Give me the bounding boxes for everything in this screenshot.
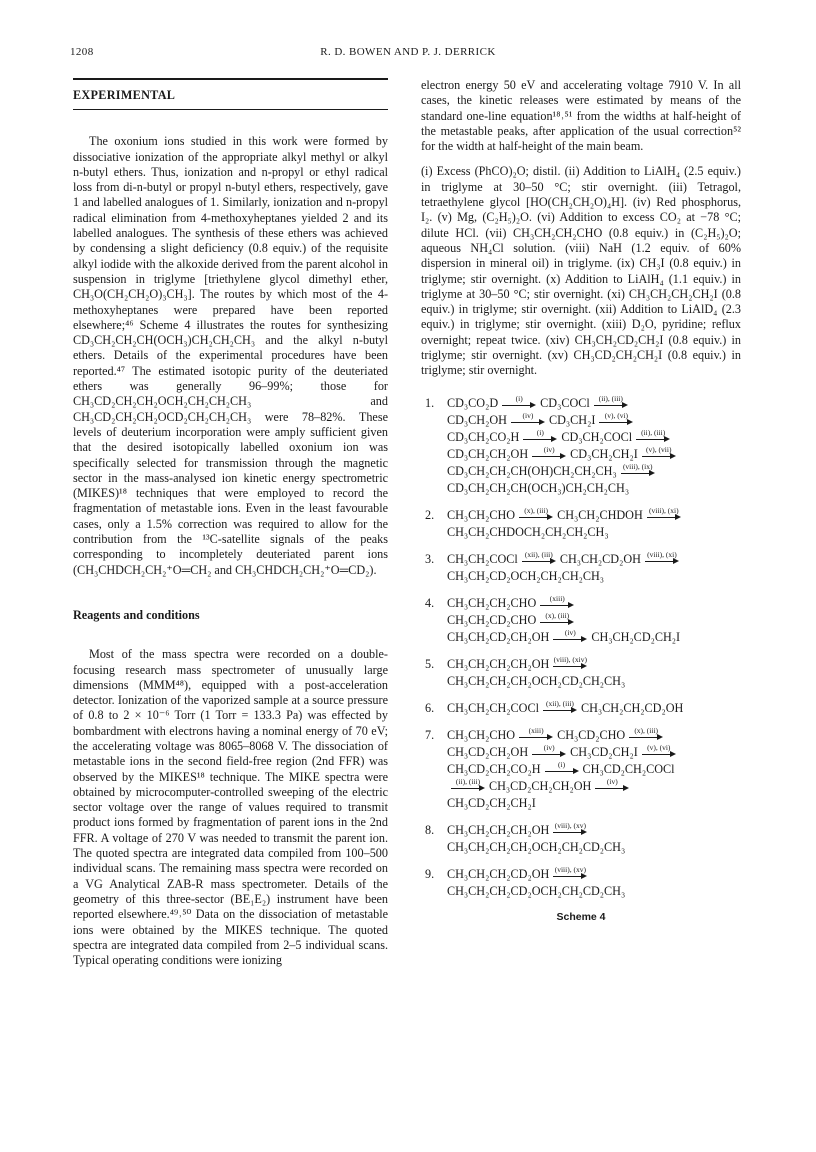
scheme-step-number: 4.: [425, 595, 435, 610]
scheme-step-number: 2.: [425, 507, 435, 522]
scheme-step: [421, 727, 741, 812]
compound-formula: CH₃CD₂CH₂OH: [447, 744, 529, 759]
compound-formula: CD₃CH₂OH: [447, 412, 507, 427]
reaction-arrow-icon: [594, 393, 628, 409]
compound-formula: CH₃CH₂CHDOCH₂CH₂CH₂CH₃: [447, 524, 609, 539]
reaction-condition-label: (iv): [606, 776, 618, 786]
reaction-condition-label: (v), (vi): [647, 742, 671, 752]
scheme-line: [447, 551, 741, 568]
section-heading: EXPERIMENTAL: [73, 78, 388, 110]
reaction-arrow-icon: [553, 654, 587, 670]
reaction-arrow-icon: [522, 549, 556, 565]
scheme-line: [447, 480, 741, 497]
reaction-condition-label: (ii), (iii): [641, 427, 666, 437]
scheme-line: [447, 446, 741, 463]
compound-formula: CH₃CH₂CH₂CH₂OCH₂CH₂CD₂CH₃: [447, 839, 626, 854]
compound-formula: CH₃CD₂CHO: [557, 727, 626, 742]
reaction-arrow-icon: [540, 593, 574, 609]
compound-formula: CH₃CD₂CH₂CO₂H: [447, 761, 541, 776]
compound-formula: CH₃CH₂CD₂CHO: [447, 612, 537, 627]
scheme-line: [447, 673, 741, 690]
reaction-condition-label: (ii), (iii): [598, 393, 623, 403]
scheme-line: [447, 761, 741, 778]
reaction-arrow-icon: [519, 505, 553, 521]
reaction-condition-label: (xiii): [549, 593, 565, 603]
scheme-step: [421, 507, 741, 541]
scheme-step-number: 9.: [425, 866, 435, 881]
scheme-step: [421, 700, 741, 717]
compound-formula: CH₃CH₂CH₂CH₂OH: [447, 656, 550, 671]
scheme-step-number: 3.: [425, 551, 435, 566]
scheme-step-number: 1.: [425, 395, 435, 410]
compound-formula: CD₃CH₂CH₂OH: [447, 446, 529, 461]
scheme-line: [447, 429, 741, 446]
reaction-condition-label: (viii), (xiv): [553, 654, 587, 664]
compound-formula: CD₃CH₂CH₂I: [570, 446, 638, 461]
reaction-condition-label: (viii), (ix): [622, 461, 653, 471]
scheme-line: [447, 595, 741, 612]
scheme-step: [421, 595, 741, 646]
reaction-condition-label: (xiii): [528, 725, 544, 735]
scheme-line: [447, 395, 741, 412]
reaction-arrow-icon: [519, 725, 553, 741]
compound-formula: CH₃CH₂CD₂CH₂OH: [447, 629, 550, 644]
compound-formula: CH₃CH₂CD₂OCH₂CH₂CH₂CH₃: [447, 568, 605, 583]
compound-formula: CH₃CH₂CH₂CD₂OH: [580, 700, 684, 715]
left-column: [73, 78, 388, 968]
reaction-condition-label: (i): [536, 427, 544, 437]
experimental-paragraph: The oxonium ions studied in this work were formed by dissociative ionization of the appropriate alkyl methyl or alkyl n-butyl ethers. Thus, ionization and n-propyl or ethyl radical loss from di-n-butyl or propyl n-butyl ethers, respectively, gave 1 and labelled analogues of 1. Similarly, ionization and n-propyl radical elimination from 4-methoxyheptanes yielded 2 and its labelled analogues. The synthesis of these ethers was achieved by condensing a slight deficiency (0.8 equiv.) of the requisite alkyl iodide with the alkoxide derived from the parent alcohol in suspension in triglyme [triethylene glycol dimethyl ether, CH₃O(CH₂CH₂O)₃CH₃]. The routes by which most of the 4-methoxyheptanes were prepared have been reported elsewhere;⁴⁶ Scheme 4 illustrates the routes for synthesizing CD₃CH₂CH₂CH(OCH₃)CH₂CH₂CH₃ and the alkyl n-butyl ethers. Details of the experimental procedures have been reported.⁴⁷ The estimated isotopic purity of the deuteriated ethers was generally 96–99%; those for CH₃CD₂CH₂CH₂OCH₂CH₂CH₂CH₃ and CH₃CD₂CH₂CH₂OCD₂CH₂CH₂CH₃ were 78–82%. These levels of deuterium incorporation were amply sufficient given that the desired isotopically labelled oxonium ion was specifically selected for transmission through the magnetic sector in the mass-analysed ion kinetic energy spectrometric (MIKES)¹⁸ techniques that were employed to record the fragmentation of metastable ions. Even in the least favourable cases, only a 1.5% correction was required to allow for the contribution from the ¹³C-satellite signals of the peaks corresponding to incompletely deuteriated parent ions (CH₃CHDCH₂CH₂⁺O═CH₂ and CH₃CHDCH₂CH₂⁺O═CD₂).: [73, 134, 388, 577]
scheme-line: [447, 822, 741, 839]
reaction-condition-label: (v), (vi): [604, 410, 629, 420]
compound-formula: CH₃CD₂CH₂CH₂I: [447, 795, 536, 810]
reaction-arrow-icon: [642, 742, 676, 758]
compound-formula: CH₃CH₂CH₂CD₂OH: [447, 866, 550, 881]
reaction-condition-label: (viii), (xi): [649, 505, 679, 515]
running-head-authors: R. D. BOWEN AND P. J. DERRICK: [320, 46, 496, 58]
reaction-arrow-icon: [621, 461, 655, 477]
reaction-arrow-icon: [647, 505, 681, 521]
reaction-condition-label: (iv): [564, 627, 576, 637]
scheme-line: [447, 778, 741, 795]
compound-formula: CH₃CH₂CH₂COCl: [447, 700, 539, 715]
reaction-arrow-icon: [545, 759, 579, 775]
reaction-condition-label: (iv): [522, 410, 534, 420]
scheme-line: [447, 700, 741, 717]
reaction-arrow-icon: [451, 776, 485, 792]
compound-formula: CH₃CH₂CH₂CH₂OCH₂CD₂CH₂CH₃: [447, 673, 626, 688]
reaction-arrow-icon: [523, 427, 557, 443]
continued-paragraph: electron energy 50 eV and accelerating voltage 7910 V. In all cases, the kinetic releases were estimated by means of the standard one-line equation¹⁸˒⁵¹ from the widths at half-height of the metastable peaks, after application of the usual correction⁵² for the width at half-height of the main beam.: [421, 78, 741, 154]
scheme-line: [447, 839, 741, 856]
reaction-arrow-icon: [553, 864, 587, 880]
reaction-condition-label: (x), (iii): [524, 505, 548, 515]
compound-formula: CH₃CH₂CHO: [447, 727, 516, 742]
reaction-condition-label: (ii), (iii): [455, 776, 481, 786]
scheme-line: [447, 866, 741, 883]
compound-formula: CD₃CH₂CH₂CH(OCH₃)CH₂CH₂CH₃: [447, 480, 630, 495]
reaction-arrow-icon: [532, 742, 566, 758]
reaction-arrow-icon: [553, 627, 587, 643]
reaction-conditions: (i) Excess (PhCO)₂O; distil. (ii) Addition to LiAlH₄ (2.5 equiv.) in triglyme at 30–50 °C; stir overnight. (iii) Tetragol, tetraethylene glycol [HO(CH₂CH₂O)₄H]. (iv) Red phosphorus, I₂. (v) Mg, (C₂H₅)₂O. (vi) Addition to excess CO₂ at −78 °C; dilute HCl. (vii) CH₃CH₂CH₂CHO (0.8 equiv.) in (C₂H₅)₂O; aqueous NH₄Cl solution. (viii) NaH (1.2 equiv. of 60% dispersion in mineral oil) in triglyme. (ix) CH₃I (0.8 equiv.) in triglyme; stir overnight. (x) Addition to LiAlH₄ (1.1 equiv.) in triglyme at 30–50 °C; stir overnight. (xi) CH₃CH₂CH₂CH₂I (0.8 equiv.) in triglyme; stir overnight. (xii) Addition to LiAlD₄ (2.3 equiv.) in triglyme; stir overnight. (xiii) D₂O, pyridine; reflux overnight; repeat twice. (xiv) CH₃CH₂CD₂CH₂I (0.8 equiv.) in triglyme; stir overnight. (xv) CH₃CD₂CH₂CH₂I (0.8 equiv.) in triglyme; stir overnight.: [421, 164, 741, 378]
scheme-line: [447, 656, 741, 673]
page-number: 1208: [70, 46, 94, 58]
compound-formula: CH₃CH₂CD₂CH₂I: [591, 629, 681, 644]
reaction-condition-label: (i): [515, 393, 523, 403]
reaction-condition-label: (viii), (xv): [554, 864, 586, 874]
reaction-arrow-icon: [595, 776, 629, 792]
reaction-arrow-icon: [645, 549, 679, 565]
reaction-condition-label: (x), (iii): [634, 725, 659, 735]
reaction-condition-label: (v), (vii): [646, 444, 672, 454]
compound-formula: CH₃CH₂CH₂CD₂OCH₂CH₂CD₂CH₃: [447, 883, 626, 898]
scheme-step: [421, 656, 741, 690]
compound-formula: CH₃CH₂CD₂OH: [559, 551, 641, 566]
compound-formula: CH₃CH₂CHDOH: [557, 507, 643, 522]
scheme-line: [447, 727, 741, 744]
compound-formula: CH₃CH₂CHO: [447, 507, 516, 522]
scheme-step-number: 7.: [425, 727, 435, 742]
scheme-step: [421, 551, 741, 585]
compound-formula: CH₃CD₂CH₂CH₂OH: [489, 778, 592, 793]
compound-formula: CH₃CH₂CH₂CHO: [447, 595, 537, 610]
reaction-condition-label: (iv): [543, 444, 555, 454]
scheme-line: [447, 629, 741, 646]
compound-formula: CH₃CH₂CH₂CH₂OH: [447, 822, 550, 837]
scheme-caption: Scheme 4: [556, 910, 606, 923]
scheme-line: [447, 568, 741, 585]
scheme-line: [447, 524, 741, 541]
reaction-condition-label: (iv): [543, 742, 555, 752]
scheme-line: [447, 744, 741, 761]
reaction-arrow-icon: [502, 393, 536, 409]
reaction-condition-label: (viii), (xi): [647, 549, 677, 559]
scheme-step: [421, 822, 741, 856]
reaction-condition-label: (xii), (iii): [524, 549, 553, 559]
reaction-condition-label: (i): [557, 759, 566, 769]
compound-formula: CD₃CH₂I: [548, 412, 596, 427]
scheme-line: [447, 463, 741, 480]
reaction-condition-label: (xii), (iii): [546, 698, 574, 708]
scheme-line: [447, 612, 741, 629]
reaction-arrow-icon: [532, 444, 566, 460]
reaction-arrow-icon: [636, 427, 670, 443]
scheme-step: [421, 395, 741, 497]
compound-formula: CH₃CH₂COCl: [447, 551, 518, 566]
scheme-line: [447, 507, 741, 524]
scheme-4: [421, 395, 741, 900]
compound-formula: CD₃COCl: [540, 395, 590, 410]
scheme-step-number: 5.: [425, 656, 435, 671]
compound-formula: CH₃CD₂CH₂COCl: [582, 761, 675, 776]
reaction-condition-label: (x), (iii): [545, 610, 570, 620]
scheme-line: [447, 883, 741, 900]
scheme-line: [447, 412, 741, 429]
scheme-step-number: 6.: [425, 700, 435, 715]
scheme-line: [447, 795, 741, 812]
right-column: [421, 78, 741, 925]
compound-formula: CH₃CD₂CH₂I: [570, 744, 638, 759]
reaction-arrow-icon: [511, 410, 545, 426]
compound-formula: CD₃CO₂D: [447, 395, 499, 410]
reaction-arrow-icon: [543, 698, 577, 714]
reaction-arrow-icon: [553, 820, 587, 836]
scheme-step: [421, 866, 741, 900]
reaction-condition-label: (viii), (xv): [554, 820, 586, 830]
reaction-arrow-icon: [540, 610, 574, 626]
reaction-arrow-icon: [599, 410, 633, 426]
compound-formula: CD₃CH₂CO₂H: [447, 429, 520, 444]
scheme-step-number: 8.: [425, 822, 435, 837]
reaction-arrow-icon: [629, 725, 663, 741]
reagents-paragraph: Most of the mass spectra were recorded on a double-focusing research mass spectrometer of unusually large dimensions (MMM⁴⁸), equipped with a post-acceleration detector. Ionization of the vaporized sample at a source pressure of 0.8 to 2 × 10⁻⁶ Torr (1 Torr = 133.3 Pa) was effected by bombardment with electrons having a nominal energy of 70 eV; the accelerating voltage was 8065–8068 V. The dissociation of metastable ions in the second field-free region (2nd FFR) was observed by the MIKES¹⁸ technique. The MIKE spectra were obtained by microcomputer-controlled sweeping of the electric sector voltage over the range of values required to transmit product ions formed by fragmentation of parent ions in the 2nd FFR. A voltage of 270 V was needed to transmit the parent ion. The quoted spectra are integrated data compiled from 100–500 individual scans. The remaining mass spectra were recorded on a VG Analytical ZAB-R mass spectrometer. Details of the geometry of this three-sector (BE₁E₂) instrument have been reported elsewhere.⁴⁹˒⁵⁰ Data on the dissociation of metastable ions were obtained by the MIKES technique. The quoted spectra are integrated data compiled from 2–5 individual scans. Typical operating conditions were ionizing: [73, 647, 388, 968]
compound-formula: CD₃CH₂COCl: [561, 429, 633, 444]
subsection-heading: Reagents and conditions: [73, 607, 200, 622]
reaction-arrow-icon: [642, 444, 676, 460]
compound-formula: CD₃CH₂CH₂CH(OH)CH₂CH₂CH₃: [447, 463, 617, 478]
